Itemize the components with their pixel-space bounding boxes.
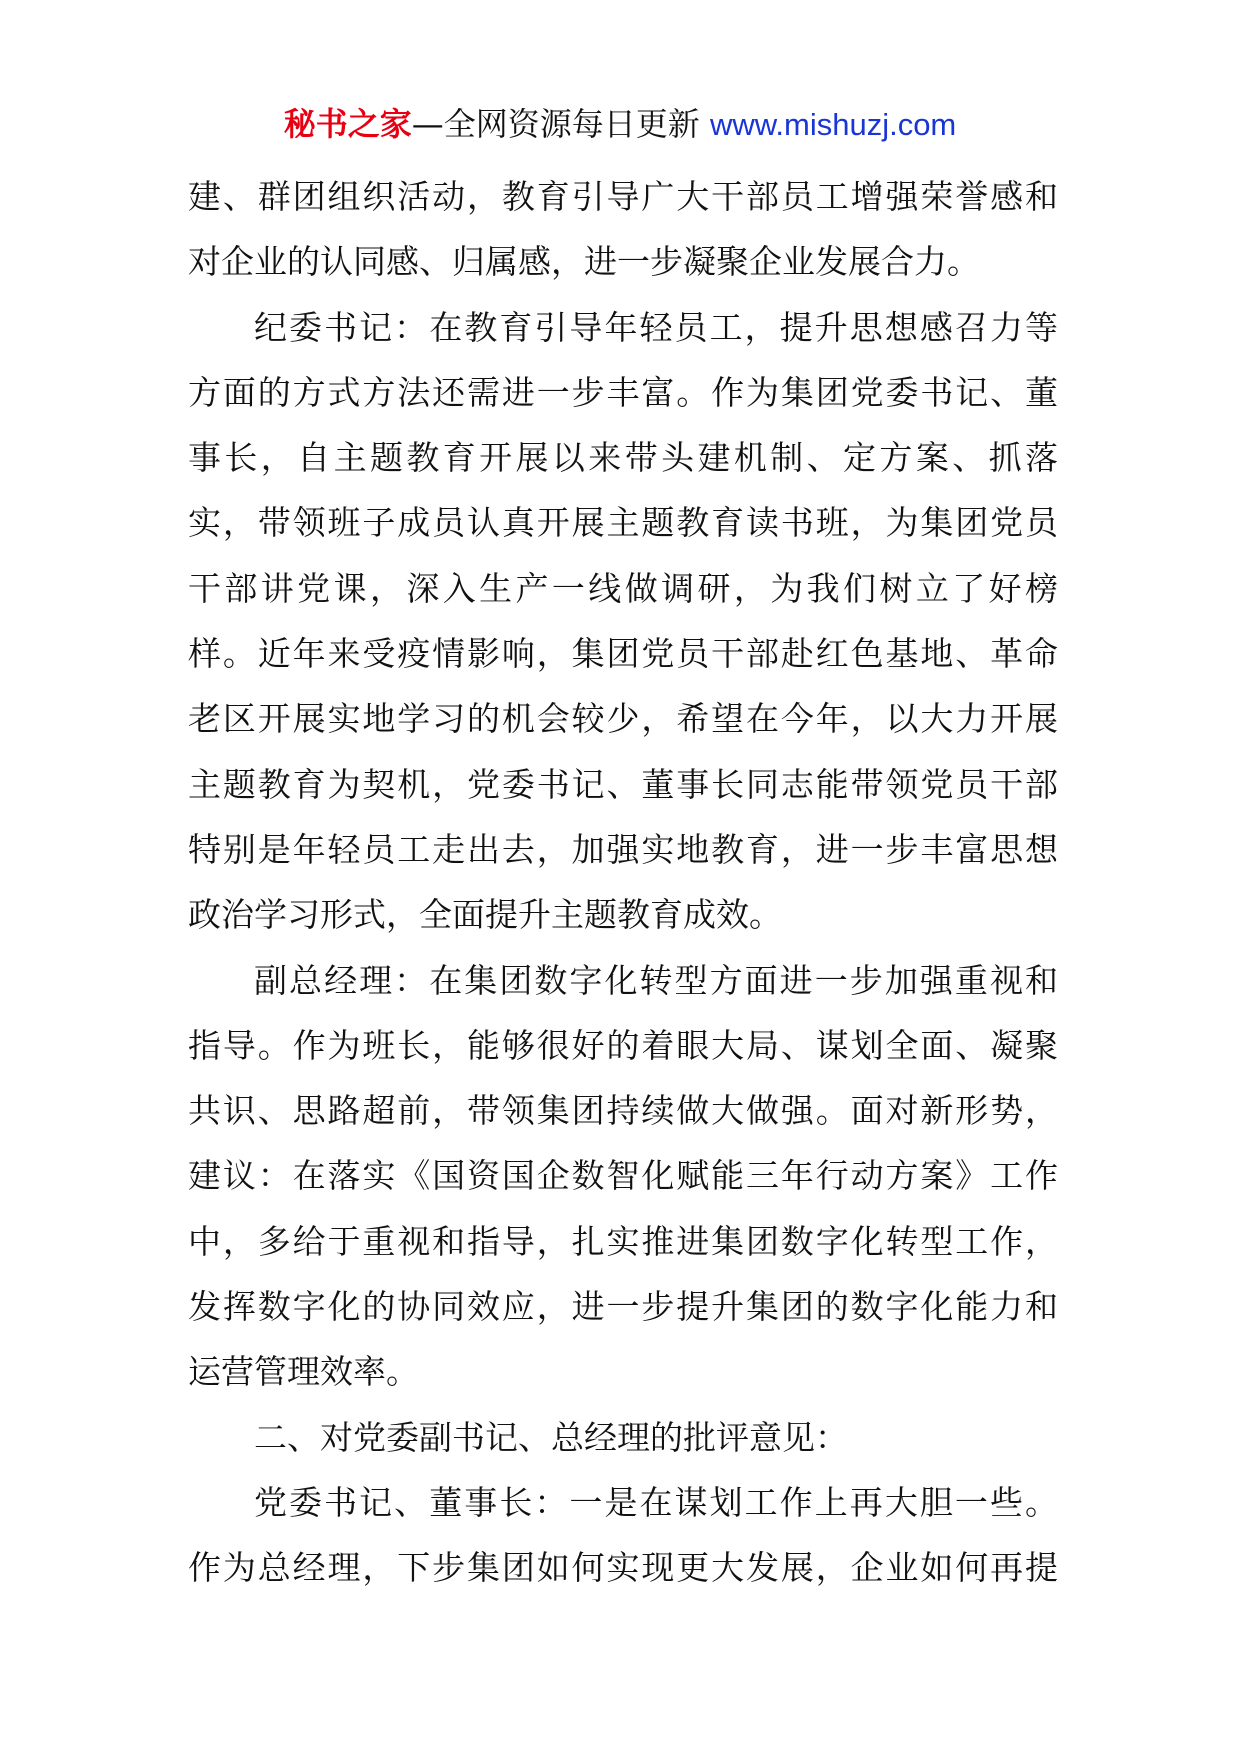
- text-line: 建、群团组织活动，教育引导广大干部员工增强荣誉感和: [188, 177, 1058, 216]
- text-line: 运营管理效率。: [188, 1352, 419, 1392]
- paragraph-start-line: 党委书记、董事长：一是在谋划工作上再大胆一些。: [254, 1482, 1058, 1522]
- text-line: 主题教育为契机，党委书记、董事长同志能带领党员干部: [188, 764, 1058, 804]
- text-line: 实，带领班子成员认真开展主题教育读书班，为集团党员: [188, 503, 1058, 543]
- section-heading: 二、对党委副书记、总经理的批评意见：: [254, 1417, 848, 1457]
- text-line: 建议：在落实《国资国企数智化赋能三年行动方案》工作: [188, 1156, 1058, 1196]
- text-line: 事长，自主题教育开展以来带头建机制、定方案、抓落: [188, 438, 1058, 478]
- text-line: 指导。作为班长，能够很好的着眼大局、谋划全面、凝聚: [188, 1025, 1058, 1065]
- paragraph-start-line: 纪委书记：在教育引导年轻员工，提升思想感召力等: [254, 307, 1058, 347]
- text-line: 作为总经理，下步集团如何实现更大发展，企业如何再提: [188, 1548, 1058, 1588]
- text-line: 样。近年来受疫情影响，集团党员干部赴红色基地、革命: [188, 634, 1058, 674]
- text-line: 特别是年轻员工走出去，加强实地教育，进一步丰富思想: [188, 829, 1058, 869]
- text-line: 老区开展实地学习的机会较少，希望在今年，以大力开展: [188, 699, 1058, 739]
- site-url-link[interactable]: www.mishuzj.com: [709, 107, 957, 142]
- text-line: 中，多给于重视和指导，扎实推进集团数字化转型工作，: [188, 1221, 1058, 1261]
- text-line: 政治学习形式，全面提升主题教育成效。: [188, 895, 782, 935]
- text-line: 对企业的认同感、归属感，进一步凝聚企业发展合力。: [188, 242, 980, 282]
- page-header: [0, 102, 1240, 147]
- paragraph-start-line: 副总经理：在集团数字化转型方面进一步加强重视和: [254, 960, 1058, 1000]
- text-line: 干部讲党课，深入生产一线做调研，为我们树立了好榜: [188, 568, 1058, 608]
- text-line: 发挥数字化的协同效应，进一步提升集团的数字化能力和: [188, 1287, 1058, 1327]
- header-tagline: —全网资源每日更新: [411, 105, 710, 143]
- text-line: 方面的方式方法还需进一步丰富。作为集团党委书记、董: [188, 372, 1058, 412]
- brand-name: 秘书之家: [283, 105, 412, 143]
- text-line: 共识、思路超前，带领集团持续做大做强。面对新形势，: [188, 1091, 1058, 1131]
- document-body: [188, 164, 1058, 1601]
